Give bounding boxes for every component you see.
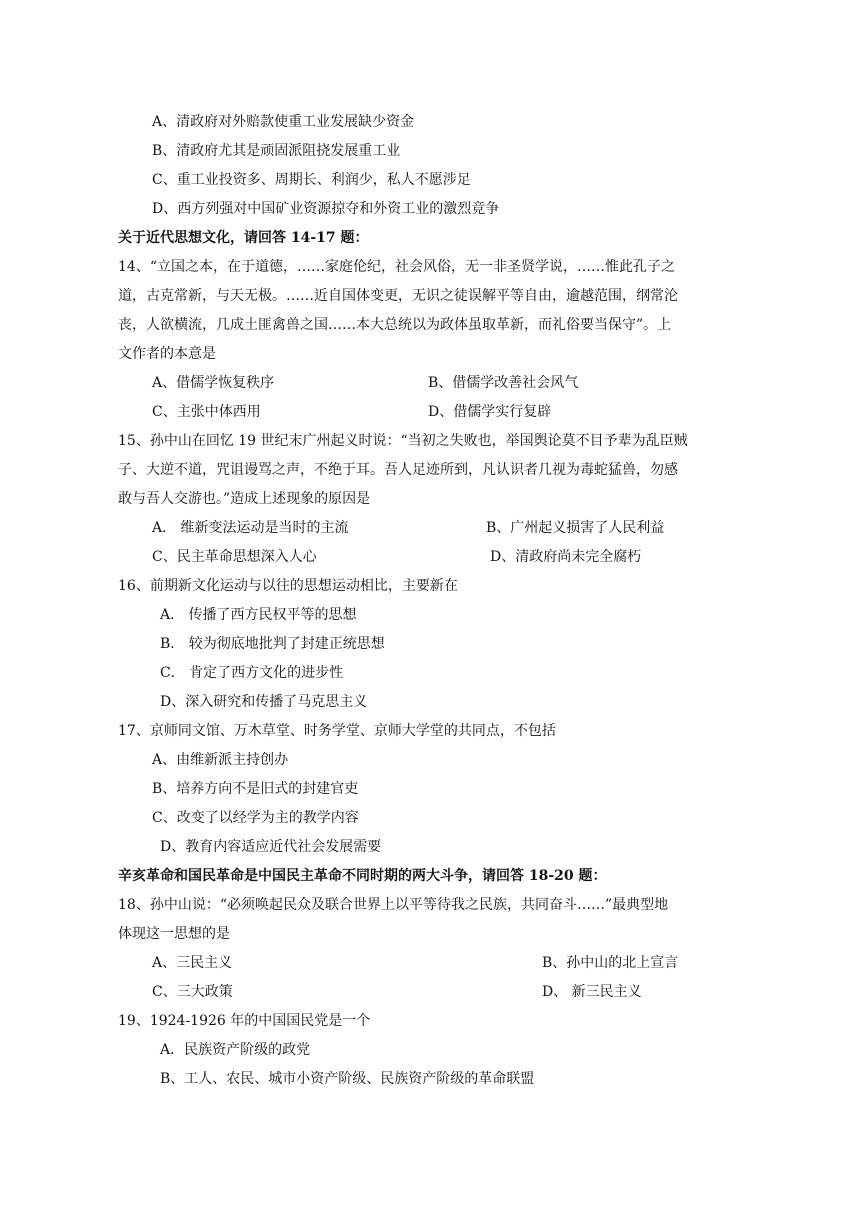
q15-stem-line3: 敢与吾人交游也。”造成上述现象的原因是	[118, 491, 371, 507]
q14-option-b: B、借儒学改善社会风气	[428, 375, 579, 391]
q16-option-a: A． 传播了西方民权平等的思想	[160, 607, 357, 623]
q14-option-c: C、主张中体西用	[152, 404, 261, 420]
q15-option-b: B、广州起义损害了人民利益	[486, 520, 665, 536]
q14-option-a: A、借儒学恢复秩序	[152, 375, 275, 391]
section-heading-thought-culture: 关于近代思想文化，请回答 14-17 题：	[118, 230, 369, 246]
q17-option-a: A、由维新派主持创办	[152, 752, 289, 768]
q19-option-a: A．民族资产阶级的政党	[160, 1042, 311, 1058]
q15-option-a: A． 维新变法运动是当时的主流	[152, 520, 349, 536]
q13-option-b: B、清政府尤其是顽固派阻挠发展重工业	[152, 143, 401, 159]
q14-stem-line1: 14、“立国之本，在于道德，……家庭伦纪，社会风俗，无一非圣贤学说，……惟此孔子之	[118, 259, 675, 275]
q18-option-d: D、 新三民主义	[542, 984, 642, 1000]
q13-option-c: C、重工业投资多、周期长、利润少，私人不愿涉足	[152, 172, 471, 188]
q18-stem-line1: 18、孙中山说：“必须唤起民众及联合世界上以平等待我之民族，共同奋斗……”最典型地	[118, 897, 669, 913]
q16-stem-line1: 16、前期新文化运动与以往的思想运动相比，主要新在	[118, 578, 458, 594]
q13-option-a: A、清政府对外赔款使重工业发展缺少资金	[152, 114, 415, 130]
q19-stem-line1: 19、1924-1926 年的中国国民党是一个	[118, 1013, 371, 1029]
section-heading-revolution: 辛亥革命和国民革命是中国民主革命不同时期的两大斗争，请回答 18-20 题：	[118, 868, 607, 884]
q17-option-d: D、教育内容适应近代社会发展需要	[160, 839, 382, 855]
q18-option-a: A、三民主义	[152, 955, 233, 971]
q18-option-b: B、孙中山的北上宣言	[542, 955, 679, 971]
q16-option-b: B． 较为彻底地批判了封建正统思想	[160, 636, 385, 652]
q14-stem-line3: 丧，人欲横流，几成土匪禽兽之国……本大总统以为政体虽取革新，而礼俗要当保守”。上	[118, 317, 672, 333]
q15-option-c: C、民主革命思想深入人心	[152, 549, 317, 565]
q17-option-b: B、培养方向不是旧式的封建官吏	[152, 781, 359, 797]
q17-stem-line1: 17、京师同文馆、万木草堂、时务学堂、京师大学堂的共同点，不包括	[118, 723, 556, 739]
q16-option-d: D、深入研究和传播了马克思主义	[160, 694, 368, 710]
q14-option-d: D、借儒学实行复辟	[428, 404, 552, 420]
q15-stem-line2: 子、大逆不道，咒诅谩骂之声，不绝于耳。吾人足迹所到，凡认识者几视为毒蛇猛兽，勿感	[118, 462, 678, 478]
q13-option-d: D、西方列强对中国矿业资源掠夺和外资工业的激烈竞争	[152, 201, 500, 217]
q15-option-d: D、清政府尚未完全腐朽	[490, 549, 642, 565]
q19-option-b: B、工人、农民、城市小资产阶级、民族资产阶级的革命联盟	[160, 1071, 535, 1087]
q16-option-c: C． 肯定了西方文化的进步性	[160, 665, 344, 681]
q18-option-c: C、三大政策	[152, 984, 233, 1000]
q14-stem-line4: 文作者的本意是	[118, 346, 216, 362]
q17-option-c: C、改变了以经学为主的教学内容	[152, 810, 359, 826]
q18-stem-line2: 体现这一思想的是	[118, 926, 230, 942]
q14-stem-line2: 道，古克常新，与天无极。……近自国体变更，无识之徒误解平等自由，逾越范围，纲常沦	[118, 288, 678, 304]
q15-stem-line1: 15、孙中山在回忆 19 世纪末广州起义时说：“当初之失败也，举国舆论莫不目予辈为乱臣贼	[118, 433, 688, 449]
